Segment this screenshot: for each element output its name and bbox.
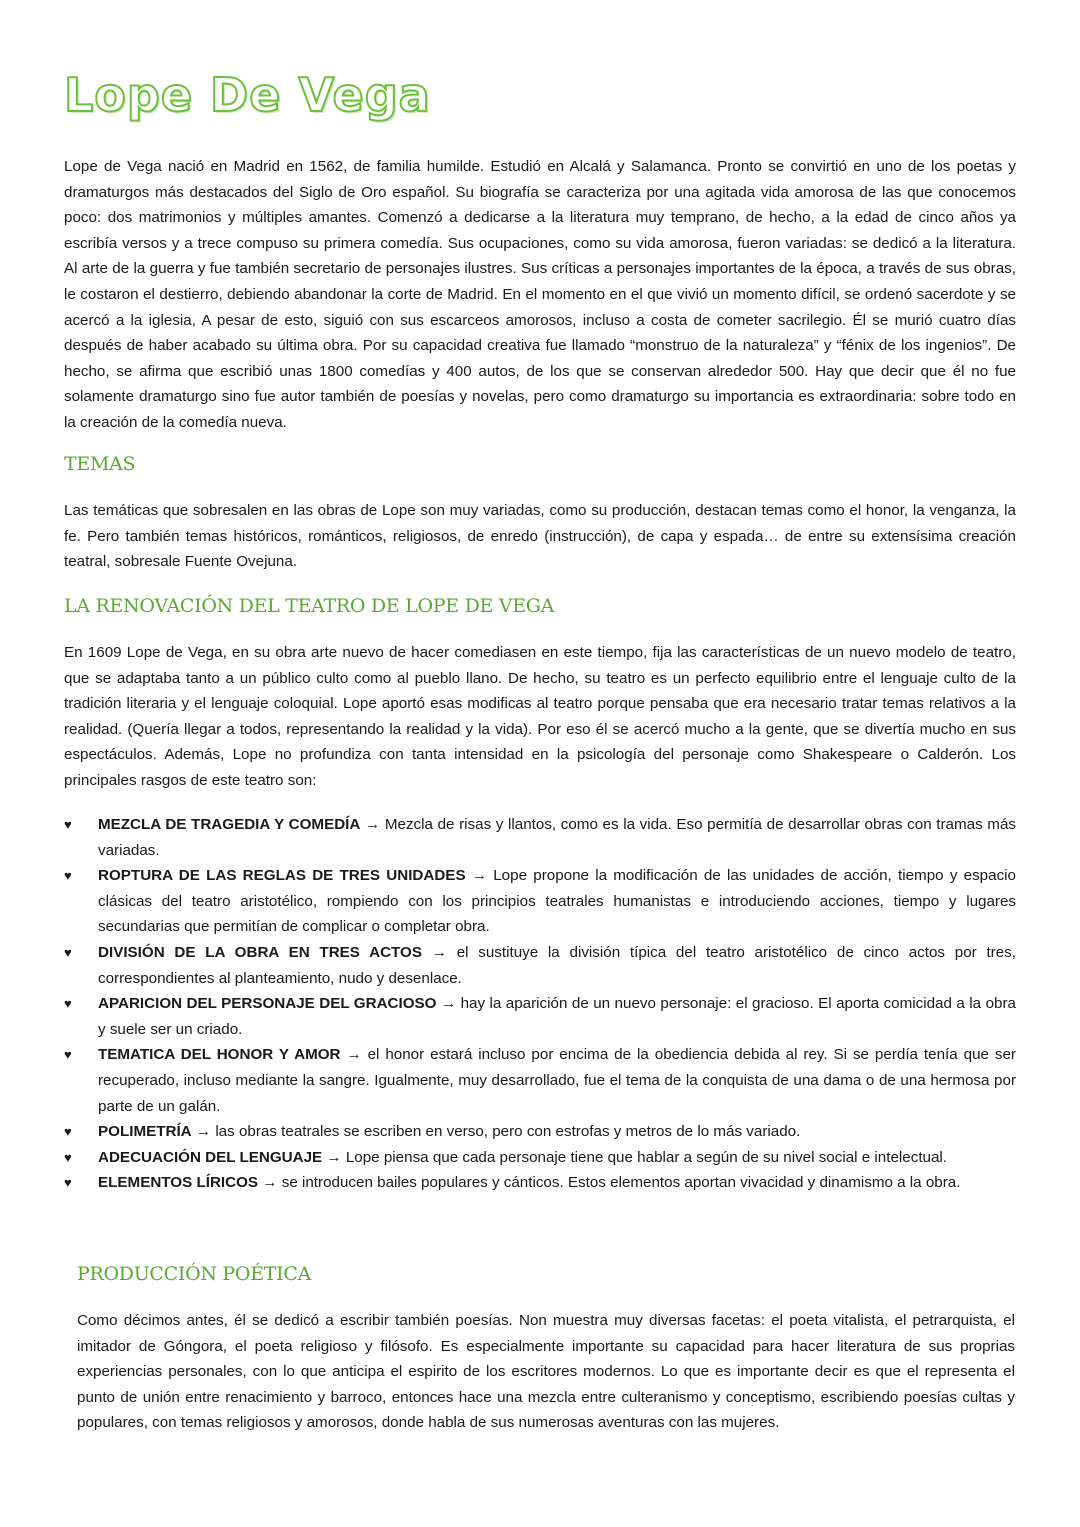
heart-bullet-icon: ♥ <box>64 1124 72 1140</box>
bullet-text: hay la aparición de un nuevo personaje: el gracioso. El aporta comicidad a la obra y suele ser un criado. <box>98 995 1016 1038</box>
list-item <box>64 1042 1016 1119</box>
arrow-icon: → <box>326 1148 342 1166</box>
list-item <box>64 863 1016 940</box>
arrow-icon: → <box>471 867 487 885</box>
heart-bullet-icon: ♥ <box>64 1047 72 1063</box>
list-item <box>64 991 1016 1042</box>
bullet-text: Lope piensa que cada personaje tiene que hablar a según de su nivel social e intelectual. <box>345 1148 948 1166</box>
arrow-icon: → <box>262 1174 278 1192</box>
list-item <box>64 940 1016 991</box>
heart-bullet-icon: ♥ <box>64 996 72 1012</box>
arrow-icon: → <box>346 1046 362 1064</box>
heart-bullet-icon: ♥ <box>64 1175 72 1191</box>
list-item <box>64 812 1016 863</box>
intro-paragraph: Lope de Vega nació en Madrid en 1562, de familia humilde. Estudió en Alcalá y Salamanca. Pronto se convirtió en uno de los poetas y dramaturgos más destacados del Siglo de Oro español. Su biografía se caracteriza por una agitada vida amorosa de las que conocemos poco: dos matrimonios y múltiples amantes. Comenzó a dedicarse a la literatura muy temprano, de hecho, a la edad de cinco años ya escribía versos y a trece compuso su primera comedía. Sus ocupaciones, como su vida amorosa, fueron variadas: se dedicó a la literatura. Al arte de la guerra y fue también secretario de personajes ilustres. Sus críticas a personajes importantes de la época, a través de sus obras, le costaron el destierro, debiendo abandonar la corte de Madrid. En el momento en el que vivió un momento difícil, se ordenó sacerdote y se acercó a la iglesia, A pesar de esto, siguió con sus escarceos amorosos, incluso a costa de cometer sacrilegio. Él se murió cuatro días después de haber acabado su última obra. Por su capacidad creativa fue llamado “monstruo de la naturaleza” y “fénix de los ingenios”. De hecho, se afirma que escribió unas 1800 comedías y 400 autos, de los que se conservan alrededor 500. Hay que decir que él no fue solamente dramaturgo sino fue autor también de poesías y novelas, pero como dramaturgo su importancia es extraordinaria: sobre todo en la creación de la comedía nueva. <box>64 158 1016 431</box>
list-item <box>64 1119 1016 1145</box>
heart-bullet-icon: ♥ <box>64 944 72 960</box>
bullet-text: Mezcla de risas y llantos, como es la vida. Eso permitía de desarrollar obras con tramas más variadas. <box>98 816 1016 859</box>
heading-produccion-poetica: PRODUCCIÓN POÉTICA <box>77 1263 312 1285</box>
bullet-term: TEMATICA DEL HONOR Y AMOR <box>98 1046 341 1064</box>
arrow-icon: → <box>440 995 457 1013</box>
bullet-text: Lope propone la modificación de las unidades de acción, tiempo y espacio clásicas del teatro aristotélico, rompiendo con los principios teatrales humanistas e introduciendo acciones, tiempo y lugares secundarias que permitían de complicar o completar obra. <box>98 867 1016 936</box>
bullet-term: DIVISIÓN DE LA OBRA EN TRES ACTOS <box>98 943 422 961</box>
heart-bullet-icon: ♥ <box>64 1149 72 1165</box>
bullet-text: el honor estará incluso por encima de la obediencia debida al rey. Si se perdía tenía que ser recuperado, incluso mediante la sangre. Igualmente, muy desarrollado, fue el tema de la conquista de una dama o de una hermosa por parte de un galán. <box>98 1046 1016 1115</box>
bullet-term: ELEMENTOS LÍRICOS <box>98 1174 259 1192</box>
bullet-text: se introducen bailes populares y cánticos. Estos elementos aportan vivacidad y dinamismo a la obra. <box>281 1174 961 1192</box>
bullet-term: POLIMETRÍA <box>98 1123 192 1141</box>
poetica-paragraph: Como décimos antes, él se dedicó a escribir también poesías. Non muestra muy diversas facetas: el poeta vitalista, el petrarquista, el imitador de Góngora, el poeta religioso y filósofo. Es especialmente importante su capacidad para hacer literatura de sus proprias experiencias personales, con lo que anticipa el espirito de los escritores modernos. Lo que es importante decir es que el representa el punto de unión entre renacimiento y barroco, entonces hace una mezcla entre culteranismo y conceptismo, escribiendo poesías cultas y populares, con temas religiosos y amorosos, donde habla de sus numerosas aventuras con las mujeres. <box>77 1312 1015 1432</box>
bullet-text: el sustituye la división típica del teatro aristotélico de cinco actos por tres, correspondientes al planteamiento, nudo y desenlace. <box>98 943 1016 987</box>
list-item <box>64 1170 1016 1196</box>
list-item <box>64 1145 1016 1171</box>
bullet-text: las obras teatrales se escriben en verso, pero con estrofas y metros de lo más variado. <box>215 1123 801 1141</box>
heading-renovacion: LA RENOVACIÓN DEL TEATRO DE LOPE DE VEGA <box>64 595 555 617</box>
heart-bullet-icon: ♥ <box>64 817 72 832</box>
arrow-icon: → <box>365 816 381 833</box>
page-title: Lope De Vega <box>64 68 431 122</box>
heading-temas: TEMAS <box>64 453 136 475</box>
arrow-icon: → <box>195 1123 212 1141</box>
bullet-term: MEZCLA DE TRAGEDIA Y COMEDÍA <box>98 816 361 833</box>
heart-bullet-icon: ♥ <box>64 868 72 884</box>
bullet-term: ROPTURA DE LAS REGLAS DE TRES UNIDADES <box>98 867 466 885</box>
bullet-term: APARICION DEL PERSONAJE DEL GRACIOSO <box>98 995 437 1013</box>
arrow-icon: → <box>431 943 447 961</box>
renovacion-paragraph: En 1609 Lope de Vega, en su obra arte nuevo de hacer comediasen en este tiempo, fija las características de un nuevo modelo de teatro, que se adaptaba tanto a un público culto como al pueblo llano. De hecho, su teatro es un perfecto equilibrio entre el lenguaje culto de la tradición literaria y el lenguaje coloquial. Lope aportó esas modificas al teatro porque pensaba que era necesario tratar temas relativos a la realidad. (Quería llegar a todos, representando la realidad y la vida). Por eso él se acercó mucho a la gente, que se divertía mucho en sus espectáculos. Además, Lope no profundiza con tanta intensidad en la psicología del personaje como Shakespeare o Calderón. Los principales rasgos de este teatro son: <box>64 644 1016 789</box>
features-list <box>64 812 1016 1196</box>
bullet-term: ADECUACIÓN DEL LENGUAJE <box>98 1148 323 1166</box>
temas-paragraph: Las temáticas que sobresalen en las obras de Lope son muy variadas, como su producción, destacan temas como el honor, la venganza, la fe. Pero también temas históricos, románticos, religiosos, de enredo (instrucción), de capa y espada… de entre su extensísima creación teatral, sobresale Fuente Ovejuna. <box>64 502 1016 571</box>
